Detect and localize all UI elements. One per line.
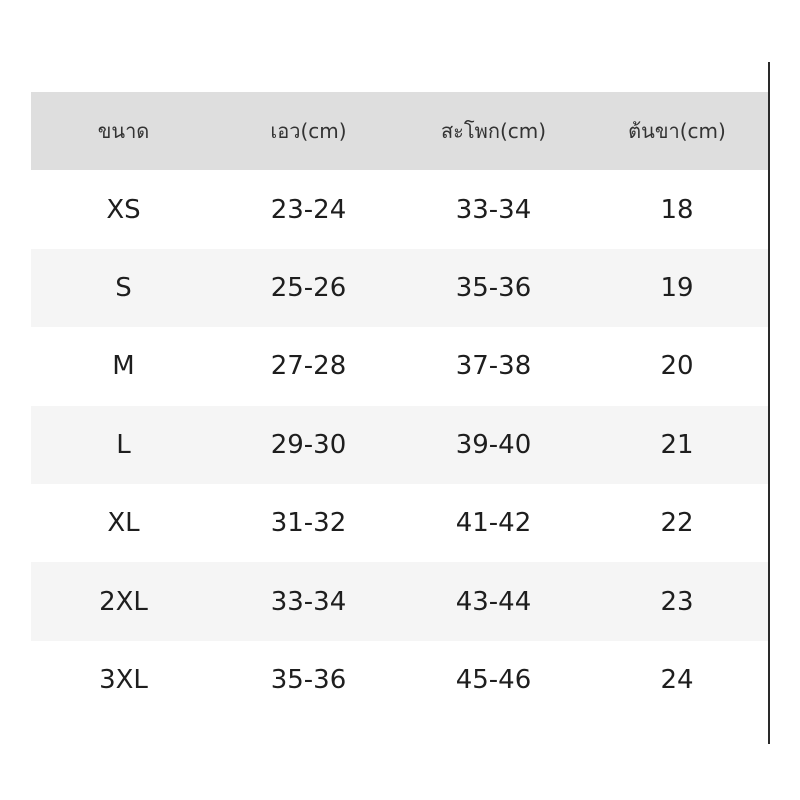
size-cell: XL — [107, 508, 140, 539]
waist-cell: 31-32 — [270, 508, 347, 539]
size-cell: 3XL — [99, 664, 148, 695]
waist-cell: 27-28 — [270, 351, 347, 382]
hip-cell: 43-44 — [455, 586, 532, 617]
hip-cell: 35-36 — [455, 272, 532, 303]
size-chart-table — [31, 92, 768, 719]
size-cell: S — [115, 272, 132, 303]
hip-cell: 33-34 — [455, 194, 532, 225]
size-cell: XS — [106, 194, 141, 225]
size-cell: M — [112, 351, 135, 382]
waist-cell: 25-26 — [270, 272, 347, 303]
waist-cell: 35-36 — [270, 664, 347, 695]
table-row — [31, 562, 768, 640]
waist-cell: 33-34 — [270, 586, 347, 617]
waist-cell: 23-24 — [270, 194, 347, 225]
table-row — [31, 484, 768, 562]
hip-cell: 39-40 — [455, 429, 532, 460]
header-thigh: ต้นขา(cm) — [628, 119, 726, 144]
thigh-cell: 18 — [660, 194, 694, 225]
thigh-cell: 20 — [660, 351, 694, 382]
hip-cell: 41-42 — [455, 508, 532, 539]
header-size: ขนาด — [97, 119, 150, 144]
waist-cell: 29-30 — [270, 429, 347, 460]
table-row — [31, 641, 768, 719]
table-row — [31, 249, 768, 327]
size-cell: L — [116, 429, 131, 460]
table-row — [31, 327, 768, 405]
thigh-cell: 19 — [660, 272, 694, 303]
hip-cell: 37-38 — [455, 351, 532, 382]
table-header-row — [31, 92, 768, 170]
table-row — [31, 170, 768, 248]
hip-cell: 45-46 — [455, 664, 532, 695]
thigh-cell: 24 — [660, 664, 694, 695]
size-cell: 2XL — [99, 586, 148, 617]
thigh-cell: 23 — [660, 586, 694, 617]
right-border-line — [768, 62, 770, 744]
thigh-cell: 22 — [660, 508, 694, 539]
thigh-cell: 21 — [660, 429, 694, 460]
header-hip: สะโพก(cm) — [440, 119, 547, 144]
header-waist: เอว(cm) — [270, 119, 347, 144]
table-row — [31, 406, 768, 484]
